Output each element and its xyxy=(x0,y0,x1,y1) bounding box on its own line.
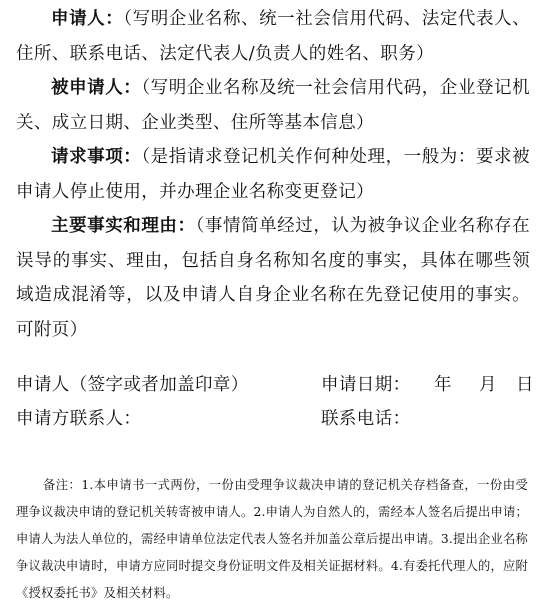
contact-phone-label: 联系电话： xyxy=(321,409,411,429)
applicant-signature-label: 申请人（签字或者加盖印章） xyxy=(16,375,249,395)
facts-reasons-paragraph xyxy=(16,209,530,347)
applicant-description: （写明企业名称、统一社会信用代码、法定代表人、住所、联系电话、法定代表人/负责人的姓名、职务） xyxy=(16,9,530,64)
date-day-label: 日 xyxy=(516,375,534,395)
contact-row xyxy=(16,402,530,436)
date-month-label: 月 xyxy=(479,375,497,395)
respondent-description: （写明企业名称及统一社会信用代码，企业登记机关、成立日期、企业类型、住所等基本信息） xyxy=(16,78,530,133)
respondent-heading: 被申请人： xyxy=(51,78,142,98)
request-items-paragraph xyxy=(16,140,530,209)
applicant-paragraph xyxy=(16,2,530,71)
remarks-note: 备注：1.本申请书一式两份，一份由受理争议裁决申请的登记机关存档备查，一份由受理争议裁决申请的登记机关转寄被申请人。2.申请人为自然人的，需经本人签名后提出申请；申请人为法人单位的，需经申请单位法定代表人签名并加盖公章后提出申请。3.提出企业名称争议裁决申请时，申请方应同时提交身份证明文件及相关证据材料。4.有委托代理人的，应附《授权委托书》及相关材料。 xyxy=(16,478,529,600)
applicant-heading: 申请人： xyxy=(51,9,124,29)
application-date-label: 申请日期： xyxy=(321,375,411,395)
facts-reasons-description: （事情简单经过，认为被争议企业名称存在误导的事实、理由，包括自身名称知名度的事实，具体在哪些领域造成混淆等，以及申请人自身企业名称在先登记使用的事实。可附页） xyxy=(16,216,530,340)
respondent-paragraph xyxy=(16,71,530,140)
signature-row xyxy=(16,368,534,402)
date-year-label: 年 xyxy=(434,375,452,395)
request-items-description: （是指请求登记机关作何种处理，一般为：要求被申请人停止使用，并办理企业名称变更登记） xyxy=(16,147,530,202)
contact-person-label: 申请方联系人： xyxy=(16,409,142,429)
facts-reasons-heading: 主要事实和理由： xyxy=(51,216,196,236)
request-items-heading: 请求事项： xyxy=(51,147,142,167)
